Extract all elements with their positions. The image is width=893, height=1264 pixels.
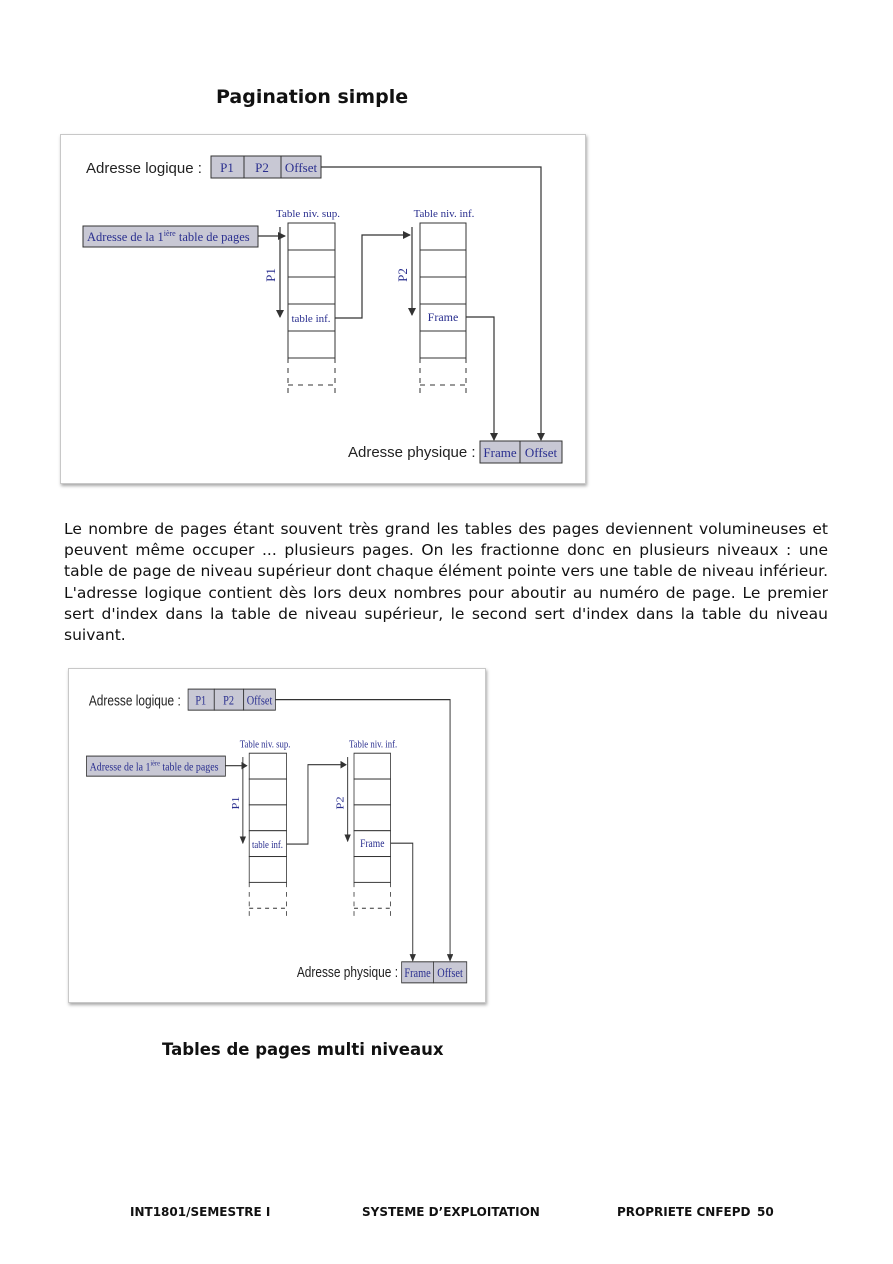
logical-address-fields (211, 156, 321, 178)
figure-simple-paging (60, 134, 586, 484)
body-paragraph: Le nombre de pages étant souvent très grand les tables des pages deviennent volumineuses et peuvent même occuper ... plusieurs pages. On les fractionne donc en plusieurs niveaux : une table de page de niveau supérieur dont chaque élément pointe vers une table de niveau inférieur. L'adresse logique contient dès lors deux nombres pour aboutir au numéro de page. Le premier sert d'index dans la table de niveau supérieur, le second sert d'index dans la table du niveau suivant. (64, 520, 828, 645)
frame-arrow (391, 843, 413, 961)
upper-table-title: Table niv. sup. (239, 738, 291, 751)
physical-address-label: Adresse physique : (348, 444, 476, 461)
field-offset: Offset (246, 694, 273, 708)
field-p1: P1 (220, 160, 234, 175)
figure-multilevel-tables (68, 668, 486, 1003)
upper-table-title: Table niv. sup. (276, 208, 340, 220)
p1-index-label: P1 (230, 796, 242, 810)
p2-index-label: P2 (335, 796, 347, 810)
footer-course: INT1801/SEMESTRE I (130, 1205, 271, 1219)
upper-table-entry: table inf. (251, 839, 283, 852)
physical-address-fields (402, 962, 467, 983)
field-offset: Offset (284, 160, 318, 175)
physical-address-fields (480, 441, 562, 463)
paging-diagram (69, 669, 485, 1002)
phys-field-offset: Offset (437, 967, 463, 981)
phys-field-frame: Frame (483, 445, 517, 460)
footer-page-number: 50 (757, 1205, 774, 1219)
field-p2: P2 (223, 694, 235, 708)
lower-table-title: Table niv. inf. (413, 208, 475, 220)
logical-address-label: Adresse logique : (88, 692, 181, 709)
figure-caption: Tables de pages multi niveaux (162, 1040, 444, 1059)
logical-address-label: Adresse logique : (86, 160, 202, 177)
lower-table-entry: Frame (360, 838, 385, 851)
upper-page-table (249, 753, 286, 920)
physical-address-label: Adresse physique : (296, 964, 399, 981)
phys-field-offset: Offset (524, 445, 558, 460)
frame-arrow (466, 317, 494, 440)
lower-table-entry: Frame (427, 310, 459, 324)
phys-field-frame: Frame (404, 967, 431, 981)
footer-subject: SYSTEME D’EXPLOITATION (362, 1205, 540, 1219)
field-p1: P1 (195, 694, 207, 708)
upper-page-table (288, 223, 335, 397)
paging-diagram (61, 135, 585, 483)
footer-owner: PROPRIETE CNFEPD (617, 1205, 751, 1219)
first-table-address-label: Adresse de la $1^{ière}$ table de pages (87, 229, 250, 244)
lower-table-title: Table niv. inf. (348, 738, 398, 751)
page-title: Pagination simple (216, 86, 409, 108)
p1-index-label: P1 (263, 268, 278, 282)
lower-page-table (354, 753, 391, 920)
p2-index-label: P2 (395, 268, 410, 282)
first-table-address-label: Adresse de la $1^{ière}$ table de pages (89, 759, 219, 774)
logical-address-fields (188, 689, 275, 710)
upper-table-entry: table inf. (291, 313, 331, 325)
field-p2: P2 (255, 160, 269, 175)
